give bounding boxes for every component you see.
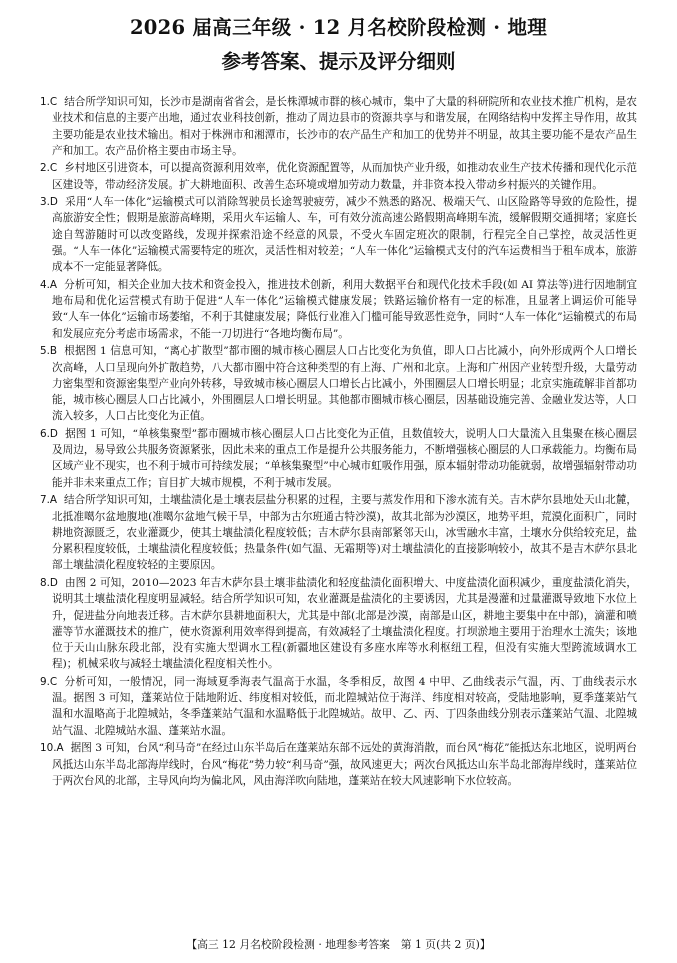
- question-number: 2.: [40, 162, 50, 175]
- answer-list: [40, 94, 637, 790]
- answer-explanation: 结合所学知识可知，长沙市是湖南省省会，是长株潭城市群的核心城市，集中了大量的科研院所和农业技术推广机构，是农业技术和信息的主要产出地，通过农业科技创新，推动了周边县市的资源共享与和谐发展，在网络结构中发挥主导作用，故其主要功能是农业技术输出。相对于株洲市和湘潭市，长沙市的农产品生产和加工的优势并不明显，故其主要功能不是农产品生产和加工。农产品价格主要由市场主导。: [52, 96, 637, 157]
- answer-item: [40, 277, 637, 342]
- question-number: 8.: [40, 576, 50, 589]
- answer-explanation: 采用“人车一体化”运输模式可以消除驾驶员长途驾驶疲劳，减少不熟悉的路况、极端天气、山区险路等导致的危险性，提高旅游安全性；假期是旅游高峰期，采用火车运输人、车，可有效分流高速公路假期高峰期车流，缓解假期交通拥堵；家庭长途自驾游随时可以改变路线，发现并探索沿途不经意的风景，不受火车固定班次的限制，行程完全自己掌控，故灵活性更强。“人车一体化”运输模式需要特定的班次，灵活性相对较差；“人车一体化”运输模式支付的汽车运费相当于租车成本，旅游成本不一定能显著降低。: [52, 196, 637, 274]
- answer-paragraph: [40, 740, 637, 789]
- question-number: 6.: [40, 427, 50, 440]
- answer-letter: D: [49, 576, 58, 589]
- answer-paragraph: [40, 194, 637, 275]
- question-number: 5.: [40, 345, 50, 358]
- answer-letter: D: [49, 427, 58, 440]
- question-number: 4.: [40, 278, 50, 291]
- answer-item: [40, 160, 637, 193]
- answer-item: [40, 426, 637, 491]
- answer-explanation: 据图 3 可知，台风“利马奇”在经过山东半岛后在蓬莱站东部不远处的黄海消散，而台风“梅花”能抵达东北地区，说明两台风抵达山东半岛北部海岸线时，台风“梅花”势力较“利马奇”强，故风速更大；两次台风抵达山东半岛北部海岸线时，蓬莱站位于两次台风的北部，主导风向均为偏北风，风由海洋吹向陆地，蓬莱站在较大风速影响下水位较高。: [52, 742, 637, 787]
- answer-paragraph: [40, 343, 637, 424]
- answer-letter: B: [49, 345, 58, 358]
- answer-item: [40, 740, 637, 789]
- answer-explanation: 分析可知，一般情况，同一海域夏季海表气温高于水温，冬季相反，故图 4 中甲、乙曲线表示气温，丙、丁曲线表示水温。据图 3 可知，蓬莱站位于陆地附近、纬度相对较低，而北隍城站位于海洋、纬度相对较高，受陆地影响，夏季蓬莱站气温和水温略高于北隍城站，冬季蓬莱站气温和水温略低于北隍城站。故甲、乙、丙、丁四条曲线分别表示蓬莱站气温、北隍城站气温、北隍城站水温、蓬莱站水温。: [52, 675, 637, 737]
- question-number: 7.: [40, 494, 50, 507]
- answer-paragraph: [40, 94, 637, 159]
- answer-item: [40, 575, 637, 673]
- question-number: 3.: [40, 196, 50, 209]
- answer-item: [40, 492, 637, 573]
- answer-explanation: 乡村地区引进资本，可以提高资源利用效率，优化资源配置等，从而加快产业升级，如推动农业生产技术传播和现代化示范区建设等，带动经济发展。扩大耕地面积、改善生态环境或增加劳动力数量，并非资本投入带动乡村振兴的关键作用。: [52, 162, 637, 191]
- page-footer: 【高三 12 月名校阶段检测 · 地理参考答案 第 1 页(共 2 页)】: [186, 938, 491, 951]
- answer-item: [40, 343, 637, 424]
- answer-letter: A: [49, 494, 58, 507]
- answer-letter: D: [49, 196, 58, 209]
- answer-paragraph: [40, 277, 637, 342]
- answer-letter: C: [49, 96, 58, 108]
- answer-item: [40, 94, 637, 159]
- answer-item: [40, 194, 637, 275]
- answer-paragraph: [40, 492, 637, 573]
- answer-paragraph: [40, 575, 637, 673]
- answer-explanation: 分析可知，相关企业加大技术和资金投入，推进技术创新，利用大数据平台和现代化技术手段(如 AI 算法等)进行因地制宜地布局和优化运营模式有助于促进“人车一体化”运输模式健康发展；铁路运输价格有一定的标准，且显著上调运价可能导致“人车一体化”运输市场萎缩，不利于其健康发展；降低行业准入门槛可能导致恶性竞争，同时“人车一体化”运输模式的布局和发展应充分考虑市场需求，不能一刀切进行“各地均衡布局”。: [52, 278, 637, 340]
- question-number: 9.: [40, 675, 50, 688]
- answer-letter: C: [49, 162, 58, 175]
- answer-letter: C: [49, 675, 58, 688]
- answer-explanation: 结合所学知识可知，土壤盐渍化是土壤表层盐分积累的过程，主要与蒸发作用和下渗水流有关。吉木萨尔县地处天山北麓，北抵准噶尔盆地腹地(准噶尔盆地气候干旱，中部为古尔班通古特沙漠)，故其北部为沙漠区，地势平坦，荒漠化面积广，同时耕地资源匮乏，农业灌溉少，使其土壤盐渍化程度较低；吉木萨尔县南部紧邻天山，冰雪融水丰富，土壤水分供给较充足，盐分累积程度较低，土壤盐渍化程度较低；热量条件(如气温、无霜期等)对土壤盐渍化的直接影响较小，故其不是吉木萨尔县北部土壤盐渍化程度较轻的主要原因。: [52, 494, 637, 572]
- question-number: 1.: [40, 96, 50, 108]
- answer-paragraph: [40, 160, 637, 193]
- answer-item: [40, 674, 637, 739]
- answer-paragraph: [40, 426, 637, 491]
- answer-letter: A: [56, 742, 64, 755]
- page-title: 2026 届高三年级 · 12 月名校阶段检测 · 地理: [129, 16, 548, 39]
- answer-explanation: 由图 2 可知，2010—2023 年吉木萨尔县土壤非盐渍化和轻度盐渍化面积增大、中度盐渍化面积减少，重度盐渍化消失，说明其土壤盐渍化程度明显减轻。结合所学知识可知，农业灌溉是盐渍化的主要诱因，尤其是漫灌和过量灌溉导致地下水位上升，促进盐分向地表迁移。吉木萨尔县耕地面积大，尤其是中部(北部是沙漠，南部是山区，耕地主要集中在中部)，滴灌和喷灌等节水灌溉技术的推广，使水资源利用效率得到提高，有效减轻了土壤盐渍化程度。打坝淤地主要用于治理水土流失；该地位于天山山脉东段北部，没有实施大型调水工程(新疆地区建设有多座水库等水利枢纽工程，但没有实施大型跨流域调水工程)；机械采收与减轻土壤盐渍化程度相关性小。: [52, 576, 637, 671]
- page-subtitle: 参考答案、提示及评分细则: [221, 50, 456, 73]
- question-number: 10.: [40, 742, 57, 755]
- answer-letter: A: [49, 278, 58, 291]
- answer-explanation: 根据图 1 信息可知，“离心扩散型”都市圈的城市核心圈层人口占比变化为负值，即人口占比减小，向外形成两个人口增长次高峰，人口呈现向外扩散趋势，八大都市圈中符合这种类型的有上海、广州和北京。上海和广州因产业转型升级，大量劳动力密集型和资源密集型产业向外转移，导致城市核心圈层人口增长占比减小，外围圈层人口增长明显；北京实施疏解非首都功能，城市核心圈层人口占比减小，外围圈层人口增长明显。其他都市圈城市核心圈层，因基础设施完善、金融业发达等，人口流入较多，人口占比变化为正值。: [52, 345, 637, 423]
- answer-paragraph: [40, 674, 637, 739]
- answer-explanation: 据图 1 可知，“单核集聚型”都市圈城市核心圈层人口占比变化为正值，且数值较大，说明人口大量流入且集聚在核心圈层及周边，易导致公共服务资源紧张，因此未来的重点工作是提升公共服务能力，不断增强核心圈层的人口承载能力。均衡布局区域产业不现实，也不利于城市可持续发展；“单核集聚型”中心城市虹吸作用强，原本辐射带动功能就弱，故增强辐射带动功能并非未来重点工作；盲目扩大城市规模，不利于城市发展。: [52, 427, 637, 489]
